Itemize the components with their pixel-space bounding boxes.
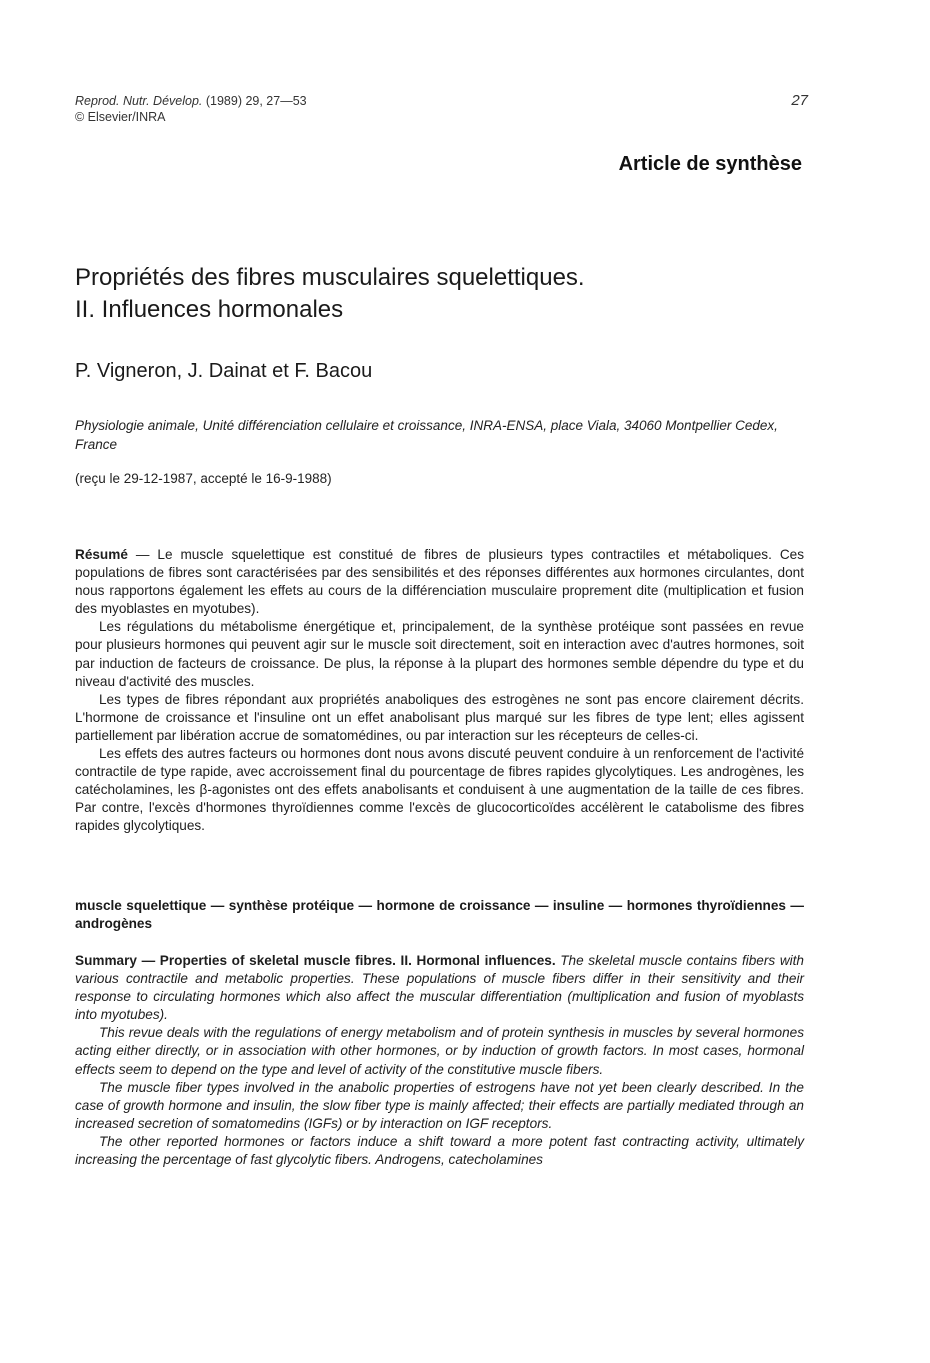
authors: P. Vigneron, J. Dainat et F. Bacou <box>75 360 373 382</box>
abstract-paragraph: Les régulations du métabolisme énergétique et, principalement, de la synthèse protéique sont passées en revue pour plusieurs hormones qui peuvent agir sur le muscle soit directement, soit en interaction avec d'autres hormones, soit par induction de facteurs de croissance. De plus, la réponse à la plupart des hormones semble dépendre du type et du niveau d'activité des muscles. <box>75 619 804 689</box>
abstract-text: — Le muscle squelettique est constitué de fibres de plusieurs types contractiles et métaboliques. Ces populations de fibres sont caractérisées par des sensibilités et des réponses différentes aux hormones circulantes, dont nous rapportons également les effets au cours de la différenciation musculaire proprement dite (multiplication et fusion des myoblastes en myotubes). <box>75 547 804 617</box>
abstract-paragraph: Les types de fibres répondant aux propriétés anaboliques des estrogènes ne sont pas encore clairement décrits. L'hormone de croissance et l'insuline ont un effet anabolisant plus marqué sur les fibres de type lent; elles agissent partiellement par libération accrue de somatomédines, ou par interaction sur les récepteurs de celles-ci. <box>75 691 804 743</box>
summary-heading: Summary — Properties of skeletal muscle fibres. II. Hormonal influences. <box>75 953 556 968</box>
title-line-1: Propriétés des fibres musculaires squelettiques. <box>75 264 585 291</box>
article-title <box>75 262 835 326</box>
publisher: © Elsevier/INRA <box>75 110 166 124</box>
summary-paragraph <box>75 952 804 1024</box>
summary-paragraph: The muscle fiber types involved in the anabolic properties of estrogens have not yet been clearly described. In the case of growth hormone and insulin, the slow fiber type is mainly affected; their effects are partially mediated through an increased secretion of somatomedins (IGFs) or by interaction on IGF receptors. <box>75 1079 804 1131</box>
journal-citation-line <box>75 93 307 109</box>
summary-paragraph: This revue deals with the regulations of energy metabolism and of protein synthesis in muscles by several hormones acting either directly, or in association with other hormones, or by induction of growth factors. In most cases, hormonal effects seem to depend on the type and level of activity of the constitutive muscle fibers. <box>75 1025 804 1077</box>
summary-paragraph: The other reported hormones or factors induce a shift toward a more potent fast contracting activity, ultimately increasing the percentage of fast glycolytic fibers. Androgens, catecholamines <box>75 1133 804 1168</box>
section-label: Article de synthèse <box>618 153 802 175</box>
english-summary <box>75 952 804 1169</box>
abstract-paragraph: Les effets des autres facteurs ou hormones dont nous avons discuté peuvent conduire à un renforcement de l'activité contractile de type rapide, avec accroissement final du pourcentage de fibres rapides glycolytiques. Les androgènes, les catécholamines, les β-agonistes ont des effets anabolisants et conduisent à une augmentation de la taille de ces fibres. Par contre, l'excès d'hormones thyroïdiennes comme l'excès de glucocorticoïdes accélèrent le catabolisme des fibres rapides glycolytiques. <box>75 746 804 834</box>
received-date: (reçu le 29-12-1987, accepté le 16-9-1988) <box>75 471 332 486</box>
french-abstract <box>75 546 804 836</box>
affiliation: Physiologie animale, Unité différenciation cellulaire et croissance, INRA-ENSA, place Viala, 34060 Montpellier Cedex, France <box>75 418 778 452</box>
abstract-heading: Résumé <box>75 547 128 562</box>
summary-text: The skeletal muscle contains fibers with various contractile and metabolic properties. These populations of muscle fibers differ in their sensitivity and their response to circulating hormones which also affect the muscular differentiation (multiplication and fusion of myoblasts into myotubes). <box>75 953 804 1023</box>
journal-volume: (1989) 29, 27—53 <box>202 94 307 108</box>
keywords: muscle squelettique — synthèse protéique — hormone de croissance — insuline — hormones thyroïdiennes — androgènes <box>75 898 804 931</box>
journal-name: Reprod. Nutr. Dévelop. <box>75 94 203 108</box>
journal-header <box>75 93 307 125</box>
page-number: 27 <box>791 92 808 109</box>
title-line-2: II. Influences hormonales <box>75 296 344 323</box>
abstract-paragraph <box>75 546 804 618</box>
